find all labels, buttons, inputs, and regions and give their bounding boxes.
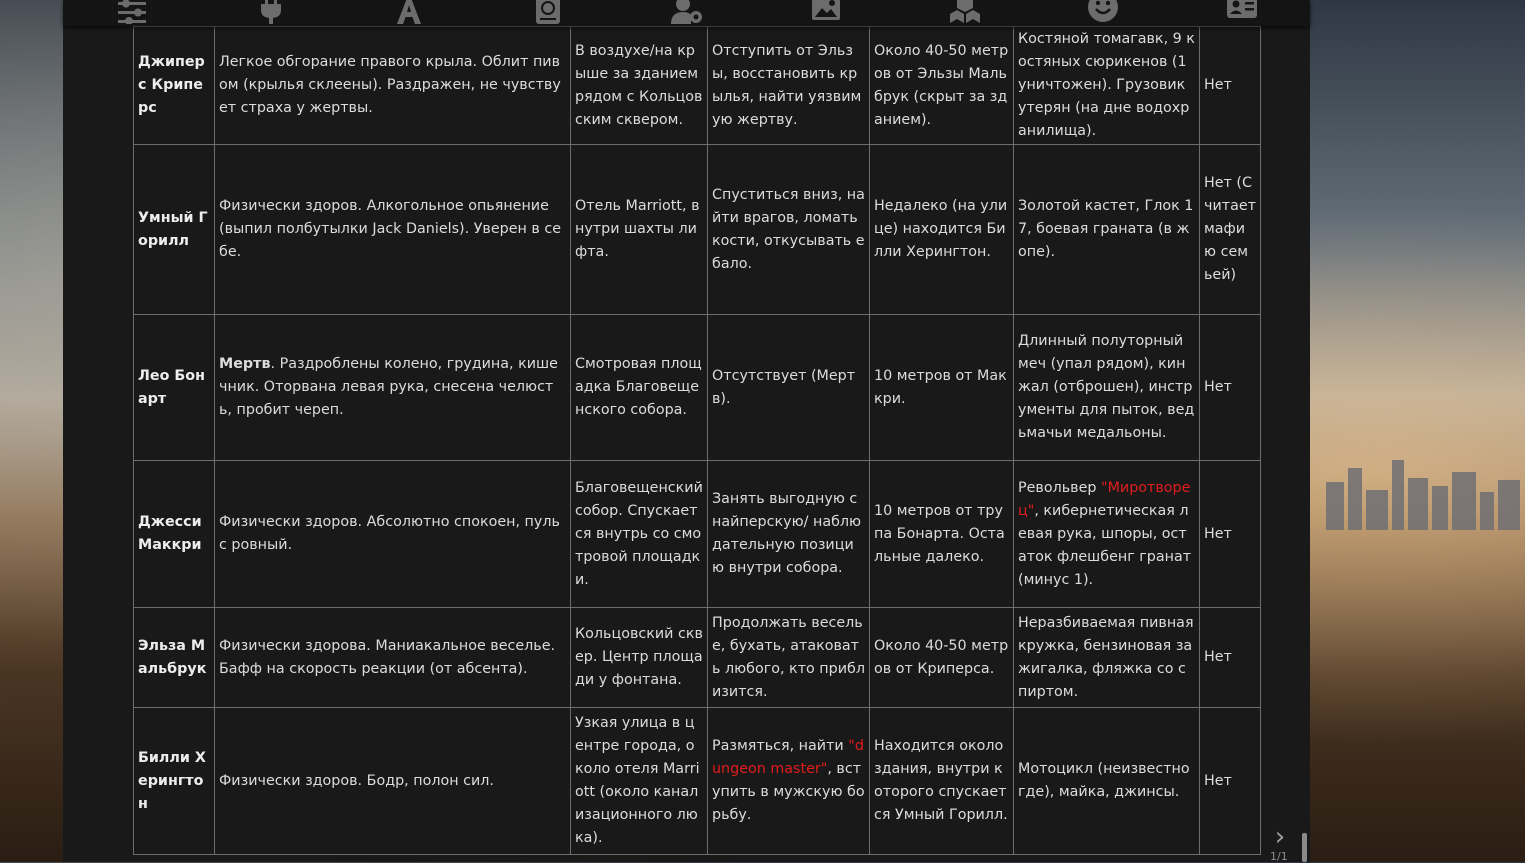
character-inventory: Костяной томагавк, 9 костяных сюрикенов (1 уничтожен). Грузовик утерян (на дне водохранилища). <box>1014 27 1200 145</box>
table-row <box>134 315 1261 461</box>
character-location: Отель Marriott, внутри шахты лифта. <box>571 145 708 315</box>
character-name: Эльза Мальбрук <box>134 608 215 708</box>
character-inventory: Золотой кастет, Глок 17, боевая граната (в жопе). <box>1014 145 1200 315</box>
table-row <box>134 27 1261 145</box>
character-proximity: 10 метров от трупа Бонарта. Остальные далеко. <box>870 461 1014 608</box>
next-page-button[interactable]: › <box>1274 822 1286 852</box>
character-name: Умный Горилл <box>134 145 215 315</box>
scrollbar-thumb[interactable] <box>1302 833 1307 862</box>
character-state: Физически здорова. Маниакальное веселье. Бафф на скорость реакции (от абсента). <box>215 608 571 708</box>
character-mafia: Нет <box>1200 461 1261 608</box>
character-intent: Продолжать веселье, бухать, атаковать любого, кто приблизится. <box>708 608 870 708</box>
state-text: . Раздроблены колено, грудина, кишечник. Оторвана левая рука, снесена челюсть, пробит череп. <box>219 356 558 418</box>
plug-icon[interactable] <box>255 0 287 24</box>
table-row <box>134 145 1261 315</box>
table-row <box>134 461 1261 608</box>
character-proximity: Около 40-50 метров от Криперса. <box>870 608 1014 708</box>
character-inventory: Неразбиваемая пивная кружка, бензиновая зажигалка, фляжка со спиртом. <box>1014 608 1200 708</box>
font-icon[interactable] <box>393 0 425 24</box>
highlight-link[interactable]: "dungeon master" <box>712 738 864 777</box>
character-inventory: Длинный полуторный меч (упал рядом), кинжал (отброшен), инструменты для пыток, ведьмачьи медальоны. <box>1014 315 1200 461</box>
character-location: Благовещенский собор. Спускается внутрь со смотровой площадки. <box>571 461 708 608</box>
character-name: Джесси Маккри <box>134 461 215 608</box>
character-mafia: Нет (Считает мафию семьей) <box>1200 145 1261 315</box>
id-card-icon[interactable] <box>1226 0 1258 24</box>
character-proximity: Находится около здания, внутри которого спускается Умный Горилл. <box>870 708 1014 855</box>
character-intent: Отступить от Эльзы, восстановить крылья, найти уязвимую жертву. <box>708 27 870 145</box>
character-intent: Занять выгодную снайперскую/ наблюдательную позицию внутри собора. <box>708 461 870 608</box>
user-gear-icon[interactable] <box>671 0 703 24</box>
character-inventory: Мотоцикл (неизвестно где), майка, джинсы. <box>1014 708 1200 855</box>
character-inventory <box>1014 461 1200 608</box>
character-intent: Отсутствует (Мертв). <box>708 315 870 461</box>
character-proximity: 10 метров от Маккри. <box>870 315 1014 461</box>
background-skyline <box>1320 440 1525 530</box>
cubes-icon[interactable] <box>949 0 981 24</box>
top-toolbar <box>63 0 1310 26</box>
character-mafia: Нет <box>1200 708 1261 855</box>
character-mafia: Нет <box>1200 27 1261 145</box>
character-state: Легкое обгорание правого крыла. Облит пивом (крылья склеены). Раздражен, не чувствует страха у жертвы. <box>215 27 571 145</box>
character-state: Физически здоров. Абсолютно спокоен, пульс ровный. <box>215 461 571 608</box>
inventory-text: Револьвер <box>1018 479 1101 496</box>
intent-text: Размяться, найти <box>712 738 849 754</box>
highlight-link[interactable]: "Миротворец" <box>1018 479 1191 519</box>
character-name: Билли Херингтон <box>134 708 215 855</box>
character-state: Физически здоров. Алкогольное опьянение (выпил полбутылки Jack Daniels). Уверен в себе. <box>215 145 571 315</box>
character-status-table <box>133 26 1261 855</box>
character-location: Узкая улица в центре города, около отеля Marriott (около канализационного люка). <box>571 708 708 855</box>
character-name: Лео Бонарт <box>134 315 215 461</box>
sliders-icon[interactable] <box>116 0 148 24</box>
character-location: Кольцовский сквер. Центр площади у фонтана. <box>571 608 708 708</box>
page-indicator: 1/1 <box>1270 850 1288 863</box>
character-proximity: Недалеко (на улице) находится Билли Херингтон. <box>870 145 1014 315</box>
character-intent: Спуститься вниз, найти врагов, ломать кости, откусывать ебало. <box>708 145 870 315</box>
table-row <box>134 708 1261 855</box>
character-state <box>215 315 571 461</box>
book-icon[interactable] <box>532 0 564 24</box>
character-location: В воздухе/на крыше за зданием рядом с Кольцовским сквером. <box>571 27 708 145</box>
intent-text: , вступить в мужскую борьбу. <box>712 761 865 823</box>
character-location: Смотровая площадка Благовещенского собора. <box>571 315 708 461</box>
character-name: Джиперс Криперс <box>134 27 215 145</box>
state-bold: Мертв <box>219 356 271 372</box>
character-state: Физически здоров. Бодр, полон сил. <box>215 708 571 855</box>
smile-icon[interactable] <box>1087 0 1119 24</box>
character-intent <box>708 708 870 855</box>
character-proximity: Около 40-50 метров от Эльзы Мальбрук (скрыт за зданием). <box>870 27 1014 145</box>
character-mafia: Нет <box>1200 608 1261 708</box>
table-row <box>134 608 1261 708</box>
character-mafia: Нет <box>1200 315 1261 461</box>
image-icon[interactable] <box>810 0 842 24</box>
inventory-text: , кибернетическая левая рука, шпоры, остаток флешбенг гранат (минус 1). <box>1018 502 1192 588</box>
